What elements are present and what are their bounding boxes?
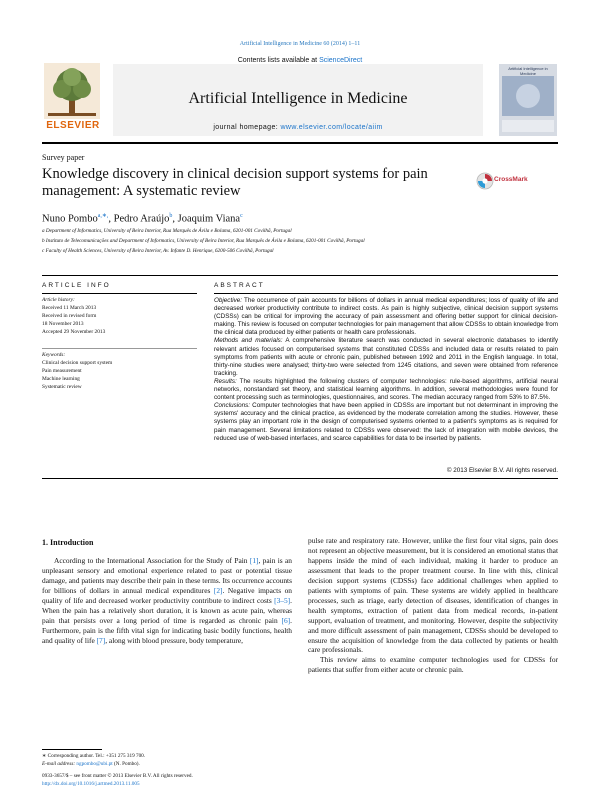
journal-homepage-link[interactable]: www.elsevier.com/locate/aiim	[280, 124, 383, 131]
citation-link[interactable]: [2]	[213, 585, 223, 595]
citation-link[interactable]: [7]	[96, 635, 106, 645]
journal-homepage	[113, 124, 483, 131]
history-heading: Article history:	[42, 297, 75, 303]
elsevier-logo-text: ELSEVIER	[46, 120, 100, 131]
intro-text: , along with blood pressure, body temperature,	[105, 635, 243, 645]
email-note	[42, 761, 140, 767]
author-name[interactable]: Nuno Pombo	[42, 213, 98, 225]
citation-link[interactable]: [6]	[281, 615, 291, 625]
body-column-left	[42, 556, 292, 646]
doi-link[interactable]: http://dx.doi.org/10.1016/j.artmed.2013.11.005	[42, 781, 140, 787]
crossmark-label[interactable]: CrossMark	[494, 176, 528, 183]
history-line: Accepted 29 November 2013	[42, 329, 106, 335]
intro-text: According to the International Association for the Study of Pain	[54, 556, 250, 565]
abstract-label: ABSTRACT	[214, 282, 265, 289]
journal-reference[interactable]: Artificial Intelligence in Medicine 60 (2014) 1–11	[239, 41, 361, 47]
affiliation: a Department of Informatics, University of Beira Interior, Rua Marquês de Ávila e Bolama, 6201-001 Covilhã, Portugal	[42, 228, 292, 234]
intro-text: , pain is an unpleasant sensory and emotional experience related to past or potential tissue damage, and patients may describe their pain in these terms. Its occurrence accounts for billions of dollars in annual medical expenditures	[42, 556, 292, 595]
abstract-copyright: © 2013 Elsevier B.V. All rights reserved.	[446, 467, 558, 474]
corresponding-author-note: ∗ Corresponding author. Tel.: +351 275 319 700.	[42, 753, 146, 759]
article-title: Knowledge discovery in clinical decision support systems for pain management: A systematic review	[42, 166, 428, 199]
history-line: Received in revised form	[42, 313, 97, 319]
keyword: Systematic review	[42, 384, 82, 390]
author-affil-marker[interactable]: a,∗,	[97, 213, 109, 219]
citation-link[interactable]: [1]	[249, 556, 259, 565]
email-link[interactable]: ngpombo@ubi.pt	[76, 761, 113, 767]
intro-text: . Negative impacts on quality of life and decreased worker productivity contribute to indirect costs	[42, 585, 292, 605]
sciencedirect-link[interactable]: ScienceDirect	[319, 57, 363, 64]
author-name[interactable]: Joaquim Viana	[177, 213, 241, 225]
introduction-heading: 1. Introduction	[42, 538, 94, 547]
abstract-body	[214, 297, 558, 443]
intro-text: . Furthermore, pain is the fifth vital sign for indicating basic bodily functions, health and quality of life	[42, 615, 292, 645]
intro-paragraph: This review aims to examine computer technologies used for CDSSs for patients that suffer from either acute or chronic pain.	[308, 655, 558, 675]
affiliation: b Instituto de Telecomunicações and Department of Informatics, University of Beira Interior, Rua Marquês de Ávila e Bolama, 6201-001 Covilhã, Portugal	[42, 238, 365, 244]
email-suffix: (N. Pombo).	[112, 761, 140, 767]
abstract-objective: Objective: The occurrence of pain accounts for billions of dollars in annual medical expenditures; loss of quality of life and decreased worker productivity contribute to indirect costs. As pain is highly subjective, clinical decision support systems (CDSSs) can be critical for improving the accuracy of pain assessment and offering better support for clinical decision-making. This review is focused on computer technologies for pain management that allow CDSSs to obtain knowledge from the clinical data produced by either patients or health care professionals.	[214, 297, 558, 337]
intro-paragraph	[42, 556, 292, 646]
email-label: E-mail address:	[42, 761, 77, 767]
intro-paragraph: pulse rate and respiratory rate. However, unlike the first four vital signs, pain does not represent an objective measurement, but it is considered an emotional status that happens inside the mind of each individual, making it harder to produce an assessment that leads to the proper treatment course. In line with this, clinical decision support systems (CDSSs) face additional challenges when applied to patients with symptoms of pain. These systems are widely applied in healthcare processes, such as triage, early detection of diseases, identification of changes in health symptoms, extraction of patient data from medical records, in-patient support, evaluation of treatment, and monitoring. However, despite the subjectivity and more difficult assessment of pain management, CDSSs should be developed to ensure the acquisition of knowledge from the data collected by patients or health care professionals.	[308, 536, 558, 655]
crossmark-icon	[476, 172, 494, 190]
journal-title: Artificial Intelligence in Medicine	[188, 90, 408, 107]
author-name[interactable]: Pedro Araújo	[113, 213, 170, 225]
keyword: Pain measurement	[42, 368, 82, 374]
history-line: Received 11 March 2013	[42, 305, 97, 311]
article-info-label: ARTICLE INFO	[42, 282, 111, 289]
article-info-rule	[42, 293, 197, 294]
history-line: 18 November 2013	[42, 321, 84, 327]
section-rule	[42, 275, 558, 276]
keyword: Machine learning	[42, 376, 80, 382]
intro-text: . When the pain has a relatively short duration, it is known as acute pain, whereas pain that persists over a long period of time is regarded as chronic pain	[42, 595, 292, 625]
author-affil-marker[interactable]: b	[169, 213, 173, 219]
abstract-conclusions: Conclusions: Computer technologies that have been applied in CDSSs are important but not determinant in improving the systems' accuracy and the clinical practice, as evidenced by the moderate correlation among the studies. However, these systems play an important role in the design of computerised systems oriented to a patient's symptoms as is required for pain management. Several limitations related to CDSSs were observed: the lack of integration with mobile devices, the reduced use of web-based interfaces, and scarce capabilities for data to be inserted by patients.	[214, 402, 558, 442]
abstract-results: Results: The results highlighted the following clusters of computer technologies: rule-based algorithms, artificial neural networks, nonstandard set theory, and statistical learning algorithms. In addition, several methodologies were found for content processing such as terminologies, questionnaires, and scores. The median accuracy ranged from 53% to 87.5%.	[214, 377, 558, 402]
author-list: Nuno Pombo$^{a,∗,}$, Pedro Araújo$^b$, Joaquim Viana$^c$	[42, 213, 243, 225]
citation-link[interactable]: [3–5]	[274, 595, 291, 605]
homepage-prefix: journal homepage:	[213, 124, 281, 131]
article-type: Survey paper	[42, 153, 85, 162]
abstract-bottom-rule	[42, 478, 558, 479]
keywords-rule	[42, 348, 197, 349]
cover-title: Artificial Intelligence in Medicine	[508, 66, 548, 76]
keywords-heading: Keywords:	[42, 352, 66, 358]
affiliation: c Faculty of Health Sciences, University of Beira Interior, Av. Infante D. Henrique, 6200-506 Covilhã, Portugal	[42, 248, 274, 254]
abstract-rule	[214, 293, 558, 294]
header-rule	[42, 142, 558, 144]
abstract-methods: Methods and materials: A comprehensive literature search was conducted in several electronic databases to identify relevant articles focused on computerised systems that constituted CDSSs and included data or results related to pain symptoms from patients with acute or chronic pain, published between 1992 and 2011 in the English language. In total, thirty-nine studies were analysed; thirty-two were selected from 1245 citations, and seven were obtained from reference tracking.	[214, 337, 559, 377]
author-affil-marker[interactable]: c	[240, 213, 243, 219]
issn-line: 0933-3657/$ – see front matter © 2013 Elsevier B.V. All rights reserved.	[42, 773, 193, 779]
footnote-rule	[42, 749, 102, 750]
contents-prefix: Contents lists available at	[237, 57, 320, 64]
elsevier-tree-logo	[44, 63, 100, 119]
keyword: Clinical decision support system	[42, 360, 113, 366]
body-column-right	[308, 536, 558, 675]
